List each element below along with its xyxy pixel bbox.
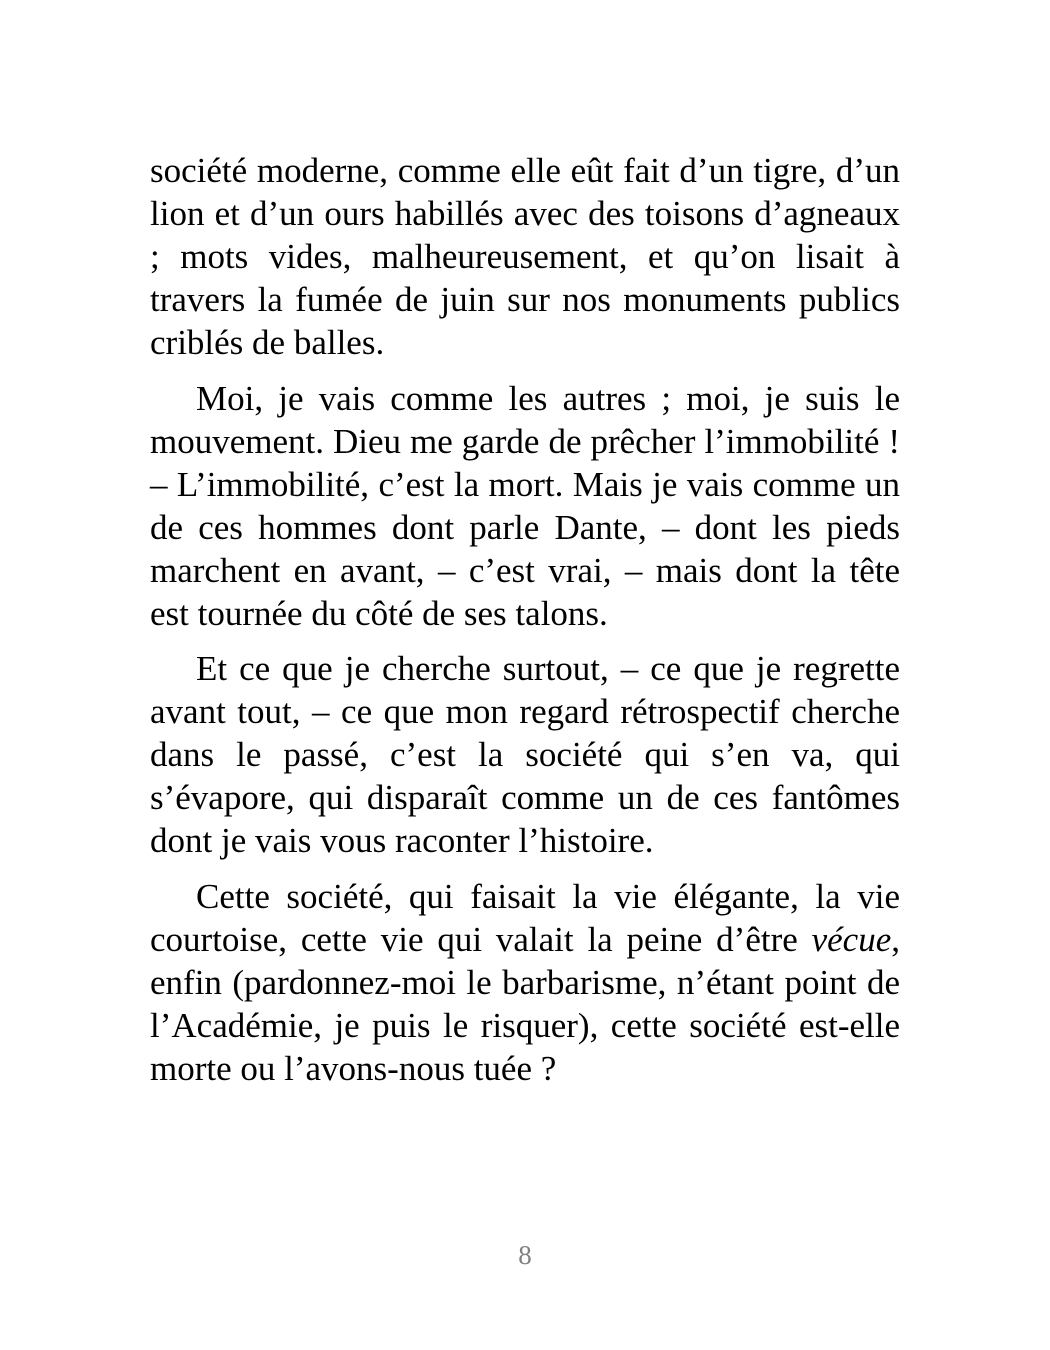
body-text (150, 149, 900, 1102)
paragraph-4-italic-word: vécue (811, 919, 892, 959)
paragraph-3-text: Et ce que je cherche surtout, – ce que je regrette avant tout, – ce que mon regard rétrospectif cherche dans le passé, c’est la société qui s’en va, qui s’évapore, qui disparaît comme un de ces fantômes dont je vais vous raconter l’histoire. (150, 649, 900, 860)
page-number: 8 (518, 1240, 532, 1270)
paragraph-4 (150, 875, 900, 1090)
paragraph-3 (150, 647, 900, 862)
paragraph-1 (150, 149, 900, 364)
paragraph-4-text-start: Cette société, qui faisait la vie élégante, la vie courtoise, cette vie qui valait la peine d’être (150, 876, 900, 959)
paragraph-4-text-end: , enfin (pardonnez-moi le barbarisme, n’étant point de l’Académie, je puis le risquer), cette société est-elle morte ou l’avons-nous tuée ? (150, 919, 900, 1088)
paragraph-1-text: société moderne, comme elle eût fait d’un tigre, d’un lion et d’un ours habillés avec des toisons d’agneaux ; mots vides, malheureusement, et qu’on lisait à travers la fumée de juin sur nos monuments publics criblés de balles. (150, 151, 900, 362)
paragraph-2-text: Moi, je vais comme les autres ; moi, je suis le mouvement. Dieu me garde de prêcher l’immobilité ! – L’immobilité, c’est la mort. Mais je vais comme un de ces hommes dont parle Dante, – dont les pieds marchent en avant, – c’est vrai, – mais dont la tête est tournée du côté de ses talons. (150, 378, 900, 633)
paragraph-2 (150, 377, 900, 635)
